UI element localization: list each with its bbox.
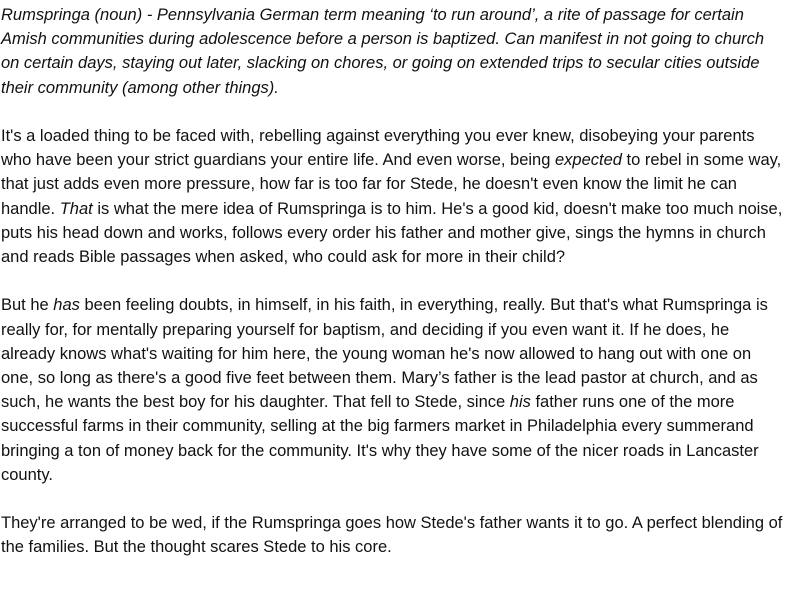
paragraph-2-text-e: is what the mere idea of Rumspringa is to him. He's a good kid, doesn't make too much noise, puts his head down and works, follows every order his father and mother give, sings the hymns in church and reads Bible passages when asked, who could ask for more in their child? bbox=[1, 199, 783, 267]
definition-paragraph bbox=[1, 3, 787, 100]
paragraph-3-text-c: been feeling doubts, in himself, in his faith, in everything, really. But that's what Rumspringa is really for, for mentally preparing yourself for baptism, and deciding if you even want it. If he does, he already knows what's waiting for him here, the young woman he's now allowed to hang out with one on one, so long as there's a good five feet between them. Mary’s father is the lead pastor at church, and as such, he wants the best boy for his daughter. That fell to Stede, since bbox=[1, 296, 768, 412]
definition-text: Rumspringa (noun) - Pennsylvania German term meaning ‘to run around’, a rite of passage for certain Amish communities during adolescence before a person is baptized. Can manifest in not going to church on certain days, staying out later, slacking on chores, or going on extended trips to secular cities outside their community (among other things). bbox=[1, 6, 765, 97]
paragraph-4 bbox=[1, 511, 787, 559]
emphasis-his: his bbox=[509, 393, 531, 412]
paragraph-2-text-c: to rebel in some way, that just adds even more pressure, how far is too far for Stede, he doesn't even know the limit he can handle. bbox=[1, 151, 782, 218]
paragraph-3-text-a: But he bbox=[1, 296, 54, 315]
emphasis-expected: expected bbox=[555, 151, 622, 170]
paragraph-2-text-a: It's a loaded thing to be faced with, rebelling against everything you ever knew, disobeying your parents who have been your strict guardians your entire life. And even worse, being bbox=[1, 127, 755, 170]
emphasis-has: has bbox=[53, 296, 80, 315]
emphasis-that: That bbox=[59, 199, 93, 218]
paragraph-3 bbox=[1, 293, 787, 487]
paragraph-4-text: They're arranged to be wed, if the Rumspringa goes how Stede's father wants it to go. A perfect blending of the families. But the thought scares Stede to his core. bbox=[1, 514, 783, 557]
paragraph-3-text-e: father runs one of the more successful farms in their community, selling at the big farmers market in Philadelphia every summerand bringing a ton of money back for the community. It's why they have some of the nicer roads in Lancaster county. bbox=[1, 393, 759, 484]
paragraph-2 bbox=[1, 124, 787, 269]
